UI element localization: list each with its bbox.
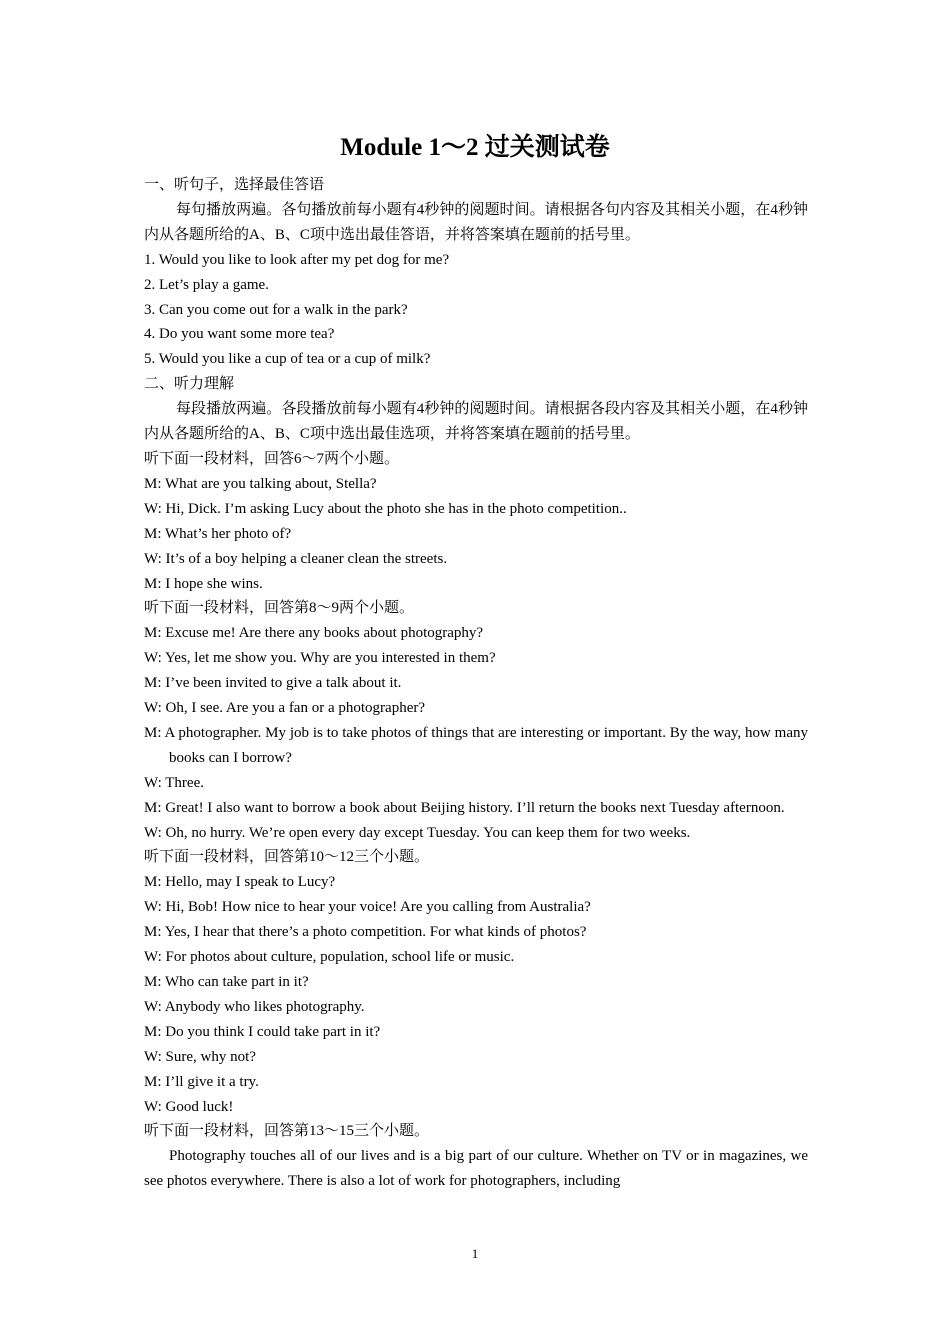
dialogue-line: M: Do you think I could take part in it? (144, 1023, 381, 1040)
section1-instructions: 每句播放两遍。各句播放前每小题有4秒钟的阅题时间。请根据各句内容及其相关小题，在4秒钟内从各题所给的A、B、C项中选出最佳答语，并将答案填在题前的括号里。 (144, 201, 808, 243)
dialogue-line: W: Three. (144, 774, 204, 791)
section1-heading: 一、听句子，选择最佳答语 (144, 177, 325, 193)
document-body (144, 173, 808, 1194)
dialogue-line: W: Yes, let me show you. Why are you interested in them? (144, 650, 496, 667)
question-4: 4. Do you want some more tea? (144, 326, 335, 343)
dialogue-line: W: Good luck! (144, 1098, 234, 1115)
passage-prompt: 听下面一段材料，回答第13～15三个小题。 (144, 1123, 430, 1140)
dialogue-line: W: For photos about culture, population, school life or music. (144, 949, 515, 966)
dialogue3-prompt: 听下面一段材料，回答第10～12三个小题。 (144, 849, 430, 866)
question-5: 5. Would you like a cup of tea or a cup of milk? (144, 351, 431, 368)
question-3: 3. Can you come out for a walk in the park? (144, 301, 408, 318)
dialogue-line: W: Anybody who likes photography. (144, 998, 365, 1015)
dialogue-line: M: Who can take part in it? (144, 974, 309, 990)
dialogue-line: M: I hope she wins. (144, 575, 263, 592)
dialogue-line: M: What’s her photo of? (144, 525, 292, 542)
dialogue-line: W: Hi, Bob! How nice to hear your voice! Are you calling from Australia? (144, 899, 591, 916)
dialogue-line: W: Oh, I see. Are you a fan or a photographer? (144, 700, 426, 717)
section2-heading: 二、听力理解 (144, 376, 235, 393)
page-title: Module 1～2 过关测试卷 (340, 134, 610, 161)
dialogue-line: W: Hi, Dick. I’m asking Lucy about the photo she has in the photo competition.. (144, 500, 627, 517)
dialogue-line: M: What are you talking about, Stella? (144, 475, 377, 492)
question-2: 2. Let’s play a game. (144, 276, 269, 293)
dialogue-line: M: Excuse me! Are there any books about photography? (144, 625, 484, 642)
dialogue-line: W: Sure, why not? (144, 1048, 256, 1065)
dialogue2-prompt: 听下面一段材料，回答第8～9两个小题。 (144, 600, 415, 617)
section2-instructions: 每段播放两遍。各段播放前每小题有4秒钟的阅题时间。请根据各段内容及其相关小题，在4秒钟内从各题所给的A、B、C项中选出最佳选项，并将答案填在题前的括号里。 (144, 401, 808, 443)
passage-text: Photography touches all of our lives and is a big part of our culture. Whether on TV or in magazines, we see photos everywhere. There is also a lot of work for photographers, including (144, 1148, 808, 1190)
page-number: 1 (471, 1246, 479, 1261)
dialogue-line: M: I’ve been invited to give a talk about it. (144, 675, 402, 692)
dialogue-line: M: Hello, may I speak to Lucy? (144, 874, 336, 891)
dialogue-line: M: Yes, I hear that there’s a photo competition. For what kinds of photos? (144, 924, 587, 941)
dialogue-line: M: I’ll give it a try. (144, 1073, 259, 1090)
dialogue-line: M: Great! I also want to borrow a book about Beijing history. I’ll return the books next Tuesday afternoon. (144, 799, 785, 816)
question-1: 1. Would you like to look after my pet dog for me? (144, 251, 450, 268)
dialogue-line: M: A photographer. My job is to take photos of things that are interesting or important. By the way, how many books can I borrow? (144, 724, 808, 766)
dialogue1-prompt: 听下面一段材料，回答6～7两个小题。 (144, 450, 400, 467)
dialogue-line: W: Oh, no hurry. We’re open every day except Tuesday. You can keep them for two weeks. (144, 824, 691, 841)
dialogue-line: W: It’s of a boy helping a cleaner clean the streets. (144, 550, 448, 567)
